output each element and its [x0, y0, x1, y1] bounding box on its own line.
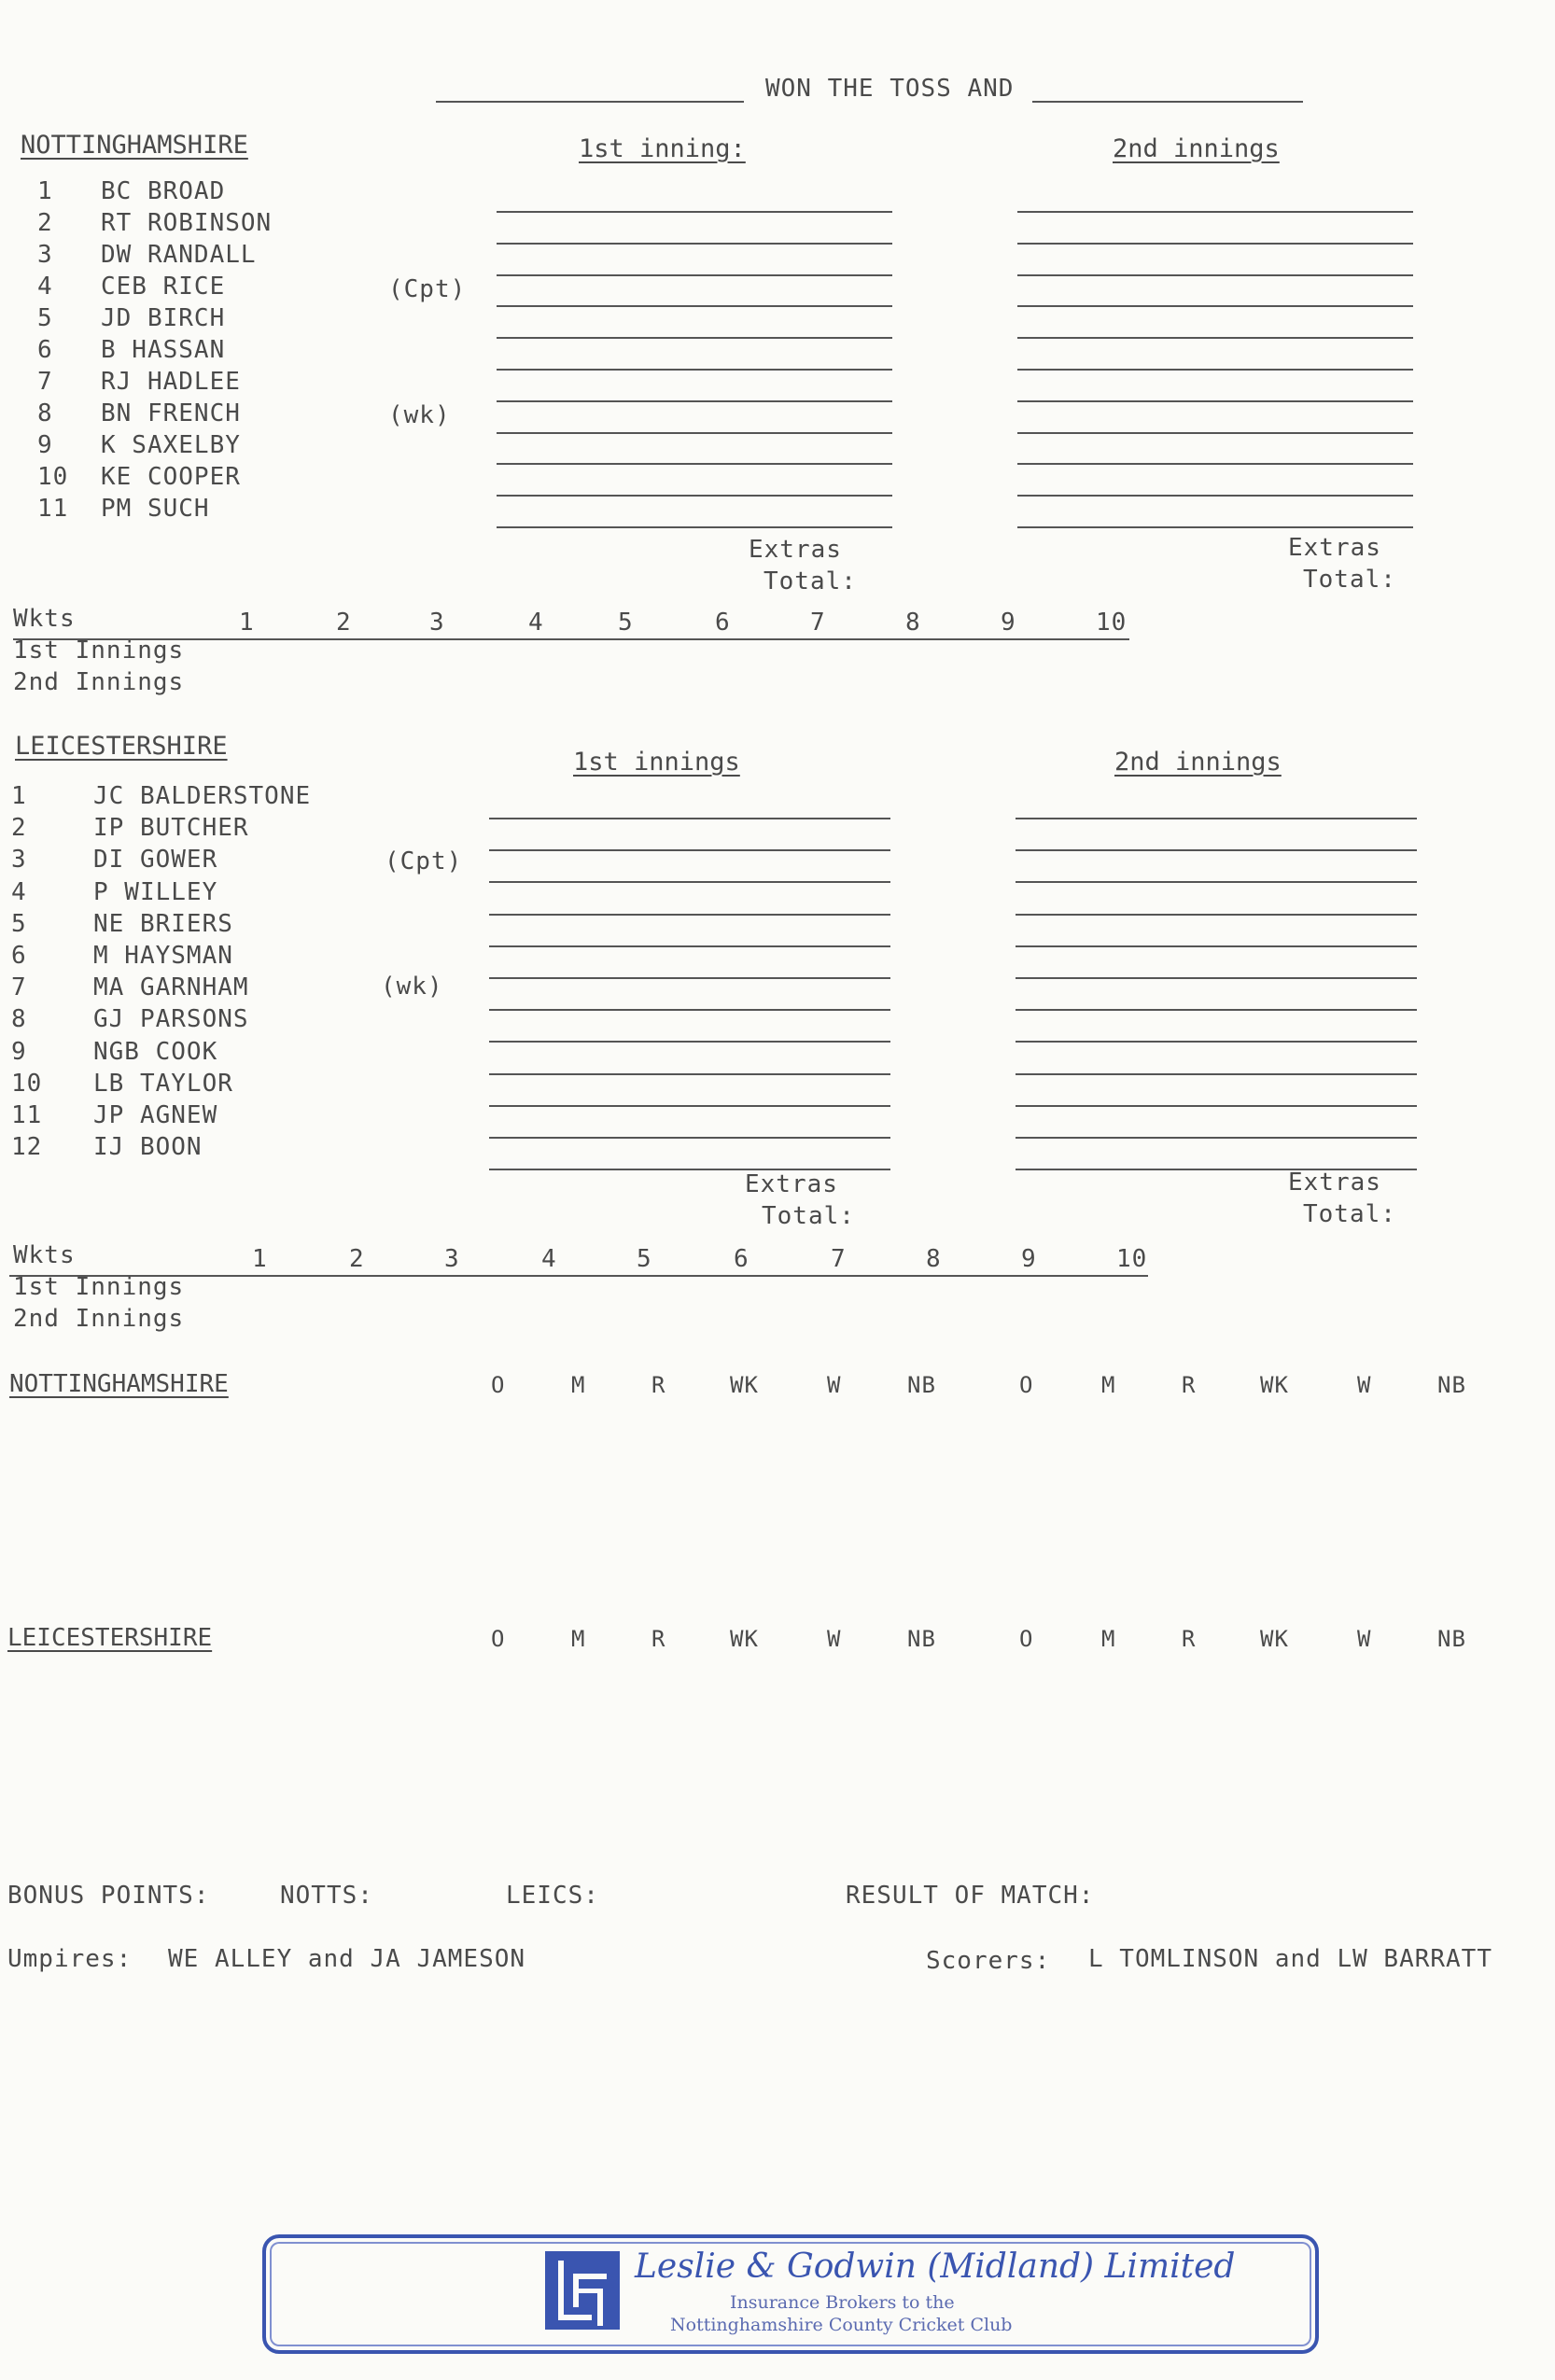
player-number: 7	[37, 368, 53, 396]
player-number: 5	[37, 304, 53, 332]
bowling-column-header: M	[1101, 1626, 1116, 1652]
toss-blank-right[interactable]	[1032, 101, 1303, 103]
bowling-column-header: R	[651, 1626, 666, 1652]
player-number: 8	[37, 399, 53, 427]
player-number: 9	[37, 431, 53, 459]
sponsor-logo-icon	[545, 2251, 620, 2330]
score-line[interactable]	[1017, 243, 1413, 245]
bowling-column-header: O	[491, 1372, 506, 1398]
umpires-value: WE ALLEY and JA JAMESON	[168, 1945, 526, 1973]
bowling-column-header: W	[1357, 1626, 1372, 1652]
player-name: JP AGNEW	[93, 1101, 218, 1129]
notts-bowling-heading: NOTTINGHAMSHIRE	[9, 1370, 229, 1398]
wkt-number: 5	[637, 1245, 652, 1273]
player-name: GJ PARSONS	[93, 1005, 249, 1034]
player-number: 2	[11, 814, 27, 843]
leics-1st-innings-heading: 1st innings	[573, 748, 740, 777]
player-number: 3	[11, 846, 27, 875]
player-number: 8	[11, 1005, 27, 1034]
notts-captain-marker: (Cpt)	[388, 275, 467, 303]
player-name: DI GOWER	[93, 846, 218, 875]
notts-2nd-total-label: Total:	[1303, 566, 1396, 594]
score-line[interactable]	[497, 274, 892, 276]
score-line[interactable]	[1016, 1073, 1417, 1075]
player-name: JD BIRCH	[101, 304, 226, 332]
player-number: 4	[11, 877, 27, 906]
player-number: 7	[11, 973, 27, 1002]
bowling-column-header: WK	[1260, 1372, 1289, 1398]
score-line[interactable]	[1017, 432, 1413, 434]
score-line[interactable]	[497, 526, 892, 528]
player-name: B HASSAN	[101, 336, 226, 364]
score-line[interactable]	[489, 914, 890, 916]
score-line[interactable]	[489, 1041, 890, 1043]
player-number: 2	[37, 209, 53, 237]
bowling-column-header: NB	[907, 1372, 936, 1398]
leics-team-heading: LEICESTERSHIRE	[15, 732, 228, 761]
bowling-column-header: R	[1182, 1372, 1197, 1398]
wkt-number: 2	[349, 1245, 365, 1273]
toss-text: WON THE TOSS AND	[765, 75, 1015, 103]
wkts-row-label: 1st Innings	[13, 1273, 185, 1301]
score-line[interactable]	[1016, 818, 1417, 819]
score-line[interactable]	[1016, 881, 1417, 883]
wkt-number: 5	[618, 609, 634, 637]
player-name: RJ HADLEE	[101, 368, 241, 396]
score-line[interactable]	[1016, 977, 1417, 979]
score-line[interactable]	[1016, 945, 1417, 947]
notts-bonus-label: NOTTS:	[280, 1882, 373, 1910]
player-name: IP BUTCHER	[93, 814, 249, 843]
player-name: RT ROBINSON	[101, 209, 273, 237]
score-line[interactable]	[1017, 337, 1413, 339]
bowling-column-header: O	[1019, 1372, 1034, 1398]
score-line[interactable]	[489, 818, 890, 819]
result-label: RESULT OF MATCH:	[846, 1882, 1095, 1910]
player-number: 6	[11, 942, 27, 970]
sponsor-line-2: Nottinghamshire County Cricket Club	[670, 2315, 1013, 2335]
bowling-column-header: W	[827, 1372, 842, 1398]
player-number: 10	[37, 463, 69, 491]
score-line[interactable]	[497, 243, 892, 245]
notts-keeper-marker: (wk)	[388, 401, 451, 429]
player-name: DW RANDALL	[101, 241, 257, 269]
score-line[interactable]	[489, 1105, 890, 1107]
bowling-column-header: M	[571, 1626, 586, 1652]
wkts-row-label: 2nd Innings	[13, 668, 185, 696]
wkt-number: 8	[926, 1245, 942, 1273]
bowling-column-header: WK	[730, 1372, 759, 1398]
player-name: BC BROAD	[101, 177, 226, 205]
wkts-row-label: 1st Innings	[13, 637, 185, 665]
leics-2nd-extras-label: Extras	[1288, 1169, 1381, 1197]
score-line[interactable]	[497, 337, 892, 339]
wkt-number: 4	[528, 609, 544, 637]
leics-1st-total-label: Total:	[762, 1202, 855, 1230]
score-line[interactable]	[1017, 400, 1413, 402]
score-line[interactable]	[497, 400, 892, 402]
bowling-column-header: NB	[1437, 1626, 1466, 1652]
player-name: PM SUCH	[101, 495, 210, 523]
bowling-column-header: M	[571, 1372, 586, 1398]
wkt-number: 3	[444, 1245, 460, 1273]
score-line[interactable]	[1017, 211, 1413, 213]
score-line[interactable]	[1017, 526, 1413, 528]
score-line[interactable]	[1017, 463, 1413, 465]
wkts-label: Wkts	[13, 1241, 76, 1269]
score-line[interactable]	[489, 1073, 890, 1075]
player-name: KE COOPER	[101, 463, 241, 491]
bowling-column-header: R	[1182, 1626, 1197, 1652]
wkt-number: 9	[1021, 1245, 1037, 1273]
player-number: 10	[11, 1069, 43, 1098]
wkt-number: 6	[715, 609, 731, 637]
player-name: M HAYSMAN	[93, 942, 233, 970]
wkt-number: 1	[239, 609, 255, 637]
player-name: NE BRIERS	[93, 909, 233, 938]
player-number: 6	[37, 336, 53, 364]
wkt-number: 1	[252, 1245, 268, 1273]
notts-2nd-extras-label: Extras	[1288, 534, 1381, 562]
player-number: 1	[11, 782, 27, 810]
bowling-column-header: W	[1357, 1372, 1372, 1398]
score-line[interactable]	[497, 211, 892, 213]
score-line[interactable]	[1016, 849, 1417, 851]
player-number: 11	[11, 1101, 43, 1129]
notts-2nd-innings-heading: 2nd innings	[1113, 134, 1280, 163]
player-number: 1	[37, 177, 53, 205]
wkt-number: 6	[734, 1245, 749, 1273]
toss-blank-left[interactable]	[436, 101, 744, 103]
player-name: LB TAYLOR	[93, 1069, 233, 1098]
score-line[interactable]	[1017, 369, 1413, 371]
wkt-number: 9	[1001, 609, 1016, 637]
wkt-number: 7	[831, 1245, 847, 1273]
wkt-number: 4	[541, 1245, 557, 1273]
wkt-number: 10	[1096, 609, 1128, 637]
leics-bonus-label: LEICS:	[506, 1882, 599, 1910]
umpires-label: Umpires:	[7, 1945, 133, 1973]
bowling-column-header: NB	[1437, 1372, 1466, 1398]
bonus-points-label: BONUS POINTS:	[7, 1882, 210, 1910]
bowling-column-header: O	[491, 1626, 506, 1652]
bowling-column-header: M	[1101, 1372, 1116, 1398]
leics-2nd-total-label: Total:	[1303, 1200, 1396, 1228]
notts-1st-innings-heading: 1st inning:	[579, 134, 746, 163]
notts-1st-total-label: Total:	[763, 567, 857, 595]
score-line[interactable]	[489, 881, 890, 883]
leics-captain-marker: (Cpt)	[385, 847, 463, 875]
score-line[interactable]	[489, 1137, 890, 1139]
score-line[interactable]	[497, 305, 892, 307]
score-line[interactable]	[1016, 914, 1417, 916]
wkt-number: 7	[810, 609, 826, 637]
leics-1st-extras-label: Extras	[745, 1170, 838, 1198]
wkts-label: Wkts	[13, 605, 76, 633]
wkt-number: 8	[905, 609, 921, 637]
notts-team-heading: NOTTINGHAMSHIRE	[21, 131, 248, 160]
score-line[interactable]	[497, 432, 892, 434]
bowling-column-header: W	[827, 1626, 842, 1652]
score-line[interactable]	[1016, 1137, 1417, 1139]
leics-bowling-heading: LEICESTERSHIRE	[7, 1624, 213, 1652]
bowling-column-header: R	[651, 1372, 666, 1398]
player-name: BN FRENCH	[101, 399, 241, 427]
bowling-column-header: WK	[730, 1626, 759, 1652]
bowling-column-header: NB	[907, 1626, 936, 1652]
score-line[interactable]	[1016, 1009, 1417, 1011]
player-name: K SAXELBY	[101, 431, 241, 459]
player-number: 3	[37, 241, 53, 269]
sponsor-line-1: Insurance Brokers to the	[730, 2292, 955, 2313]
wkts-row-label: 2nd Innings	[13, 1305, 185, 1333]
score-line[interactable]	[497, 369, 892, 371]
leics-keeper-marker: (wk)	[381, 973, 443, 1001]
scorers-label: Scorers:	[926, 1947, 1051, 1975]
score-line[interactable]	[497, 495, 892, 497]
player-name: JC BALDERSTONE	[93, 782, 312, 810]
notts-1st-extras-label: Extras	[749, 536, 842, 564]
score-line[interactable]	[489, 977, 890, 979]
score-line[interactable]	[1017, 274, 1413, 276]
player-number: 4	[37, 273, 53, 301]
score-line[interactable]	[489, 849, 890, 851]
score-line[interactable]	[1016, 1105, 1417, 1107]
wkt-number: 3	[429, 609, 445, 637]
score-line[interactable]	[1017, 305, 1413, 307]
score-line[interactable]	[497, 463, 892, 465]
score-line[interactable]	[1016, 1041, 1417, 1043]
player-number: 11	[37, 495, 69, 523]
player-name: P WILLEY	[93, 877, 218, 906]
player-name: IJ BOON	[93, 1133, 203, 1162]
player-number: 12	[11, 1133, 43, 1162]
player-name: MA GARNHAM	[93, 973, 249, 1002]
bowling-column-header: O	[1019, 1626, 1034, 1652]
scorers-value: L TOMLINSON and LW BARRATT	[1088, 1945, 1492, 1973]
wkt-number: 2	[336, 609, 352, 637]
wkt-number: 10	[1116, 1245, 1148, 1273]
score-line[interactable]	[1017, 495, 1413, 497]
player-number: 5	[11, 909, 27, 938]
player-number: 9	[11, 1037, 27, 1066]
leics-2nd-innings-heading: 2nd innings	[1114, 748, 1282, 777]
player-name: NGB COOK	[93, 1037, 218, 1066]
sponsor-name: Leslie & Godwin (Midland) Limited	[635, 2247, 1236, 2286]
score-line[interactable]	[489, 1009, 890, 1011]
score-line[interactable]	[489, 945, 890, 947]
bowling-column-header: WK	[1260, 1626, 1289, 1652]
player-name: CEB RICE	[101, 273, 226, 301]
